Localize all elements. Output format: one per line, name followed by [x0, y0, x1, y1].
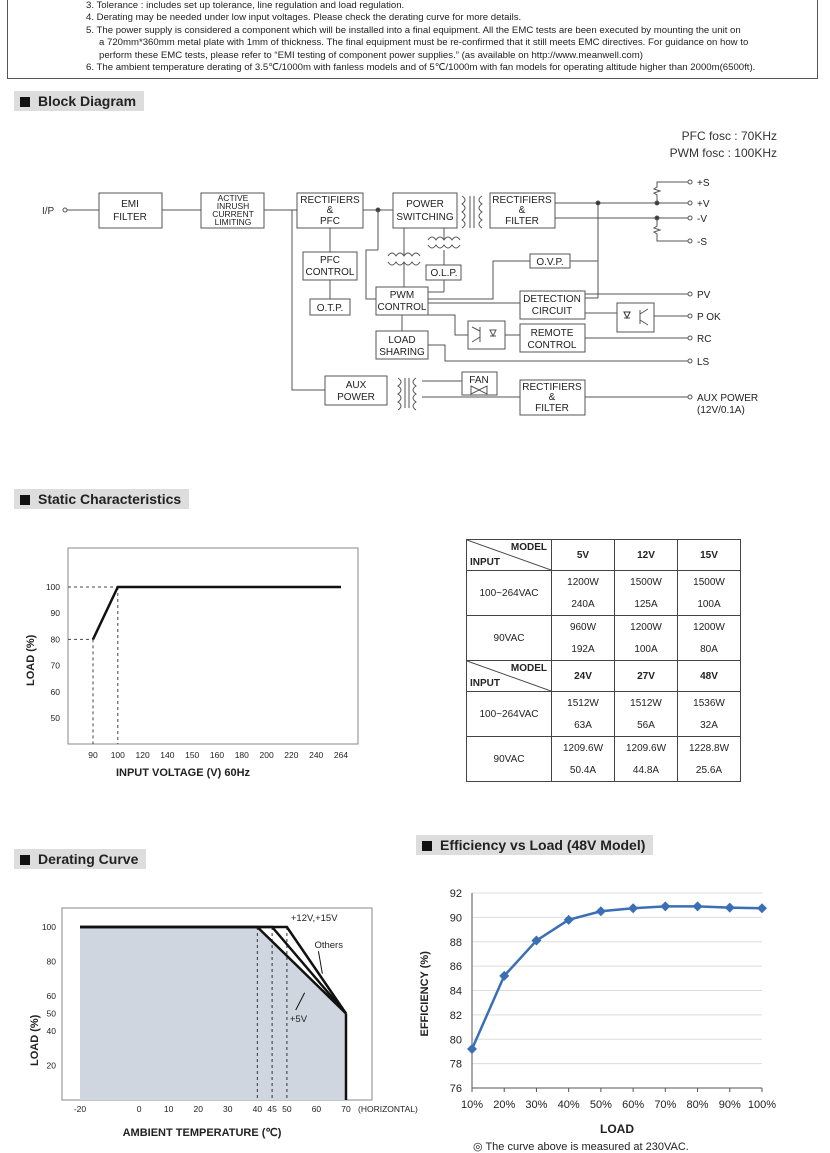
pwm-control-line2: CONTROL — [377, 302, 427, 313]
notes-block — [7, 0, 818, 79]
power-switching-line1: POWER — [406, 199, 444, 210]
x-tick-label: 150 — [185, 750, 200, 760]
terminal-aux: AUX POWER — [697, 393, 759, 404]
terminal-minus-s: -S — [697, 237, 707, 248]
efficiency-point — [757, 903, 767, 913]
inrush-line2: INRUSH — [216, 201, 250, 211]
y-tick-label: 100 — [45, 582, 60, 592]
value-cell: 125A — [615, 593, 678, 616]
x-tick-label: 100 — [110, 750, 125, 760]
x-tick-label: 140 — [160, 750, 175, 760]
value-cell: 1512W — [552, 692, 615, 715]
value-cell: 56A — [615, 714, 678, 737]
x-tick-label: 50 — [282, 1104, 292, 1114]
y-tick-label: 100 — [41, 922, 56, 932]
value-cell: 80A — [678, 638, 741, 661]
x-tick-label: 10 — [163, 1104, 174, 1114]
x-axis-label: AMBIENT TEMPERATURE (℃) — [122, 1127, 282, 1139]
block-diagram — [0, 120, 830, 430]
derating-chart — [20, 900, 430, 1145]
x-tick-label: 80% — [686, 1099, 709, 1111]
y-axis-label: LOAD (%) — [25, 634, 37, 686]
y-tick-label: 82 — [449, 1009, 462, 1022]
derating-heading — [14, 849, 146, 869]
model-input-header — [467, 661, 552, 692]
square-bullet-icon — [20, 495, 30, 505]
note-line: perform these EMC tests, please refer to “EMI testing of component power supplies.” (as available on http://www.meanwell.com) — [99, 49, 643, 61]
y-tick-label: 86 — [449, 961, 462, 974]
inrush-line1: ACTIVE — [217, 193, 249, 203]
aux-rect-line3: FILTER — [535, 403, 569, 414]
fan-label: FAN — [469, 375, 489, 386]
x-tick-label: 70 — [341, 1104, 351, 1114]
section-title: Efficiency vs Load (48V Model) — [440, 837, 646, 853]
output-table — [466, 539, 741, 782]
olp-label: O.L.P. — [430, 268, 458, 279]
x-tick-label: 200 — [259, 750, 274, 760]
emi-filter-line2: FILTER — [113, 212, 147, 223]
x-tick-label: 50% — [589, 1099, 612, 1111]
ovp-label: O.V.P. — [536, 257, 564, 268]
note-line: 5. The power supply is considered a component which will be installed into a final equipment. All the EMC tests are been executed by mounting the unit on — [86, 24, 741, 36]
efficiency-point — [660, 901, 670, 911]
square-bullet-icon — [20, 855, 30, 865]
y-tick-label: 90 — [449, 912, 462, 925]
y-tick-label: 40 — [46, 1025, 56, 1036]
terminal-plus-v: +V — [697, 199, 710, 210]
x-axis-label: LOAD — [600, 1122, 634, 1136]
y-tick-label: 80 — [46, 956, 56, 967]
efficiency-heading — [416, 835, 653, 855]
note-line: 6. The ambient temperature derating of 3.5℃/1000m with fanless models and of 5℃/1000m with fan models for operating altitude higher than 2000m(6500ft). — [86, 62, 756, 74]
value-cell: 240A — [552, 593, 615, 616]
x-tick-label: 90 — [88, 750, 98, 760]
load-curve — [93, 587, 341, 639]
model-header: 5V — [552, 540, 615, 571]
square-bullet-icon — [20, 97, 30, 107]
rect-filter-line3: FILTER — [505, 216, 539, 227]
emi-filter-line1: EMI — [121, 199, 139, 210]
value-cell: 100A — [615, 638, 678, 661]
rect-pfc-line1: RECTIFIERS — [300, 195, 360, 206]
y-axis-label: EFFICIENCY (%) — [419, 951, 431, 1037]
x-tick-label: 30 — [223, 1104, 233, 1114]
section-title: Static Characteristics — [38, 491, 182, 507]
model-input-header — [467, 540, 552, 571]
value-cell: 1536W — [678, 692, 741, 715]
square-bullet-icon — [422, 841, 432, 851]
value-cell: 1228.8W — [678, 737, 741, 760]
x-tick-label: 100% — [747, 1099, 777, 1111]
value-cell: 32A — [678, 714, 741, 737]
x-tick-label: 180 — [234, 750, 249, 760]
input-cell: 100~264VAC — [467, 571, 552, 616]
x-tick-label: 20% — [493, 1099, 516, 1111]
static-heading — [14, 489, 189, 509]
x-axis-label: INPUT VOLTAGE (V) 60Hz — [115, 767, 251, 779]
rect-pfc-line2: & — [326, 205, 334, 216]
series-label-5v: +5V — [289, 1014, 308, 1026]
model-header: 12V — [615, 540, 678, 571]
inrush-line4: LIMITING — [214, 217, 252, 227]
efficiency-point — [725, 903, 735, 913]
remote-line2: CONTROL — [527, 340, 577, 351]
value-cell: 44.8A — [615, 759, 678, 782]
x-tick-label: 70% — [654, 1099, 677, 1111]
guide-lines — [68, 587, 118, 744]
load-sharing-line2: SHARING — [379, 347, 425, 358]
terminal-ls: LS — [697, 357, 710, 368]
x-tick-label: 0 — [136, 1104, 142, 1114]
pfc-fosc: PFC fosc : 70KHz — [681, 129, 777, 143]
value-cell: 1500W — [615, 571, 678, 594]
series-label-12v-15v: +12V,+15V — [290, 913, 338, 924]
x-tick-label: 60 — [311, 1104, 322, 1114]
aux-rect-line2: & — [548, 392, 556, 403]
y-tick-label: 60 — [46, 991, 56, 1002]
terminal-minus-v: -V — [697, 214, 707, 225]
rect-filter-line1: RECTIFIERS — [492, 195, 552, 206]
value-cell: 25.6A — [678, 759, 741, 782]
x-tick-label: 160 — [209, 750, 225, 760]
x-tick-label: 10% — [460, 1099, 484, 1111]
input-label: INPUT — [470, 678, 500, 689]
terminal-plus-s: +S — [697, 178, 710, 189]
efficiency-chart — [410, 880, 820, 1140]
terminal-aux-rating: (12V/0.1A) — [697, 405, 745, 416]
fan-icon — [471, 386, 487, 394]
value-cell: 50.4A — [552, 759, 615, 782]
input-label: INPUT — [470, 557, 500, 568]
series-label-others: Others — [314, 939, 343, 951]
value-cell: 1200W — [615, 616, 678, 639]
value-cell: 1512W — [615, 692, 678, 715]
pfc-control-line2: CONTROL — [305, 267, 355, 278]
pfc-control-line1: PFC — [320, 255, 340, 266]
value-cell: 63A — [552, 714, 615, 737]
terminal-pok: P OK — [697, 312, 721, 323]
y-tick-label: 80 — [449, 1034, 462, 1047]
y-tick-label: 70 — [50, 660, 60, 671]
value-cell: 192A — [552, 638, 615, 661]
terminal-pv: PV — [697, 290, 711, 301]
y-tick-label: 76 — [449, 1083, 462, 1095]
aux-power-line2: POWER — [337, 392, 375, 403]
model-header: 48V — [678, 661, 741, 692]
note-line: a 720mm*360mm metal plate with 1mm of thickness. The final equipment must be re-confirmed that it still meets EMC directives. For guidance on how to — [99, 37, 749, 49]
y-tick-label: 78 — [449, 1058, 462, 1071]
detection-line1: DETECTION — [523, 294, 581, 305]
note-line: 4. Derating may be needed under low input voltages. Please check the derating curve for more details. — [86, 12, 522, 24]
value-cell: 1500W — [678, 571, 741, 594]
input-cell: 90VAC — [467, 737, 552, 782]
inrush-line3: CURRENT — [212, 209, 254, 219]
x-tick-label: 90% — [718, 1099, 741, 1111]
x-tick-label: 30% — [525, 1099, 548, 1111]
model-label: MODEL — [510, 542, 547, 553]
efficiency-line — [472, 906, 762, 1049]
efficiency-point — [628, 903, 638, 913]
ip-label: I/P — [42, 206, 55, 217]
static-chart — [20, 540, 370, 785]
rect-filter-line2: & — [518, 205, 526, 216]
pwm-control-line1: PWM — [389, 290, 415, 301]
y-tick-label: 80 — [50, 634, 60, 645]
detection-line2: CIRCUIT — [531, 306, 573, 317]
note-line: 3. Tolerance : includes set up tolerance, line regulation and load regulation. — [86, 0, 405, 11]
aux-rect-line1: RECTIFIERS — [522, 382, 582, 393]
model-header: 24V — [552, 661, 615, 692]
value-cell: 960W — [552, 616, 615, 639]
x-tick-label: 40 — [252, 1104, 263, 1114]
x-tick-label: 40% — [557, 1099, 580, 1111]
aux-power-line1: AUX — [345, 380, 367, 391]
x-tick-label: 60% — [622, 1099, 645, 1111]
model-header: 27V — [615, 661, 678, 692]
efficiency-point — [693, 901, 703, 911]
section-title: Derating Curve — [38, 851, 139, 867]
x-tick-label: 120 — [135, 750, 150, 760]
y-tick-label: 50 — [50, 713, 60, 723]
x-tick-label: 240 — [309, 750, 324, 760]
block-diagram-heading — [14, 91, 144, 111]
y-tick-label: 84 — [449, 985, 462, 998]
x-tick-label: 220 — [284, 750, 299, 760]
otp-label: O.T.P. — [316, 303, 344, 314]
value-cell: 1209.6W — [615, 737, 678, 760]
y-tick-label: 90 — [50, 608, 60, 619]
power-switching-line2: SWITCHING — [396, 212, 454, 223]
value-cell: 100A — [678, 593, 741, 616]
y-tick-label: 92 — [449, 888, 462, 900]
pwm-fosc: PWM fosc : 100KHz — [669, 146, 777, 160]
model-header: 15V — [678, 540, 741, 571]
terminal-rc: RC — [697, 334, 712, 345]
x-tick-label: 264 — [333, 750, 349, 760]
model-label: MODEL — [510, 663, 547, 674]
value-cell: 1209.6W — [552, 737, 615, 760]
x-tick-label: 20 — [193, 1104, 203, 1114]
rect-pfc-line3: PFC — [320, 216, 340, 227]
efficiency-point — [596, 906, 606, 916]
y-tick-label: 88 — [449, 936, 462, 949]
load-sharing-line1: LOAD — [388, 335, 416, 346]
y-tick-label: 50 — [46, 1008, 56, 1019]
y-axis-label: LOAD (%) — [29, 1014, 41, 1066]
value-cell: 1200W — [552, 571, 615, 594]
input-cell: 90VAC — [467, 616, 552, 661]
y-tick-label: 20 — [46, 1060, 56, 1071]
input-cell: 100~264VAC — [467, 692, 552, 737]
y-tick-label: 60 — [50, 686, 60, 697]
efficiency-point — [467, 1044, 477, 1054]
remote-line1: REMOTE — [530, 328, 574, 339]
plot-frame — [68, 548, 358, 744]
horizontal-label: (HORIZONTAL) — [358, 1104, 418, 1114]
x-tick-label: 45 — [267, 1104, 277, 1114]
value-cell: 1200W — [678, 616, 741, 639]
section-title: Block Diagram — [38, 93, 137, 109]
efficiency-note: ◎ The curve above is measured at 230VAC. — [473, 1141, 689, 1153]
x-tick-label: -20 — [73, 1104, 87, 1114]
